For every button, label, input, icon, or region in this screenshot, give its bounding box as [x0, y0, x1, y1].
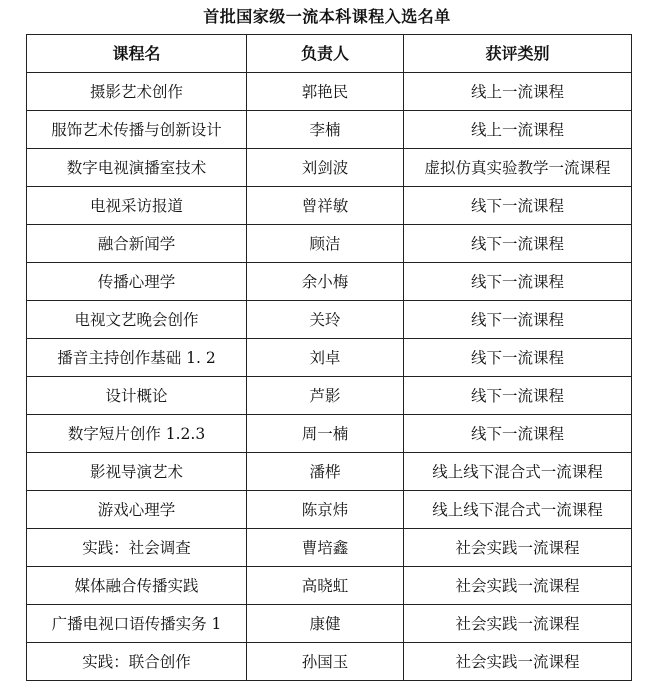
category-cell: 社会实践一流课程 — [404, 643, 632, 681]
category-cell: 线上线下混合式一流课程 — [404, 491, 632, 529]
table-row — [27, 187, 632, 225]
leader-cell: 郭艳民 — [247, 73, 404, 111]
category-cell: 虚拟仿真实验教学一流课程 — [404, 149, 632, 187]
table-row — [27, 415, 632, 453]
header-leader: 负责人 — [247, 35, 404, 73]
leader-cell: 余小梅 — [247, 263, 404, 301]
table-row — [27, 377, 632, 415]
course-name-cell: 传播心理学 — [27, 263, 247, 301]
category-cell: 线下一流课程 — [404, 225, 632, 263]
category-cell: 线下一流课程 — [404, 187, 632, 225]
table-row — [27, 567, 632, 605]
leader-cell: 刘剑波 — [247, 149, 404, 187]
leader-cell: 李楠 — [247, 111, 404, 149]
table-row — [27, 491, 632, 529]
table-row — [27, 149, 632, 187]
category-cell: 社会实践一流课程 — [404, 605, 632, 643]
course-name-cell: 播音主持创作基础 1. 2 — [27, 339, 247, 377]
table-row — [27, 263, 632, 301]
header-category: 获评类别 — [404, 35, 632, 73]
category-cell: 线上一流课程 — [404, 111, 632, 149]
course-name-cell: 摄影艺术创作 — [27, 73, 247, 111]
course-name-cell: 设计概论 — [27, 377, 247, 415]
leader-cell: 刘卓 — [247, 339, 404, 377]
leader-cell: 芦影 — [247, 377, 404, 415]
category-cell: 社会实践一流课程 — [404, 567, 632, 605]
table-row — [27, 301, 632, 339]
course-name-cell: 数字电视演播室技术 — [27, 149, 247, 187]
course-name-cell: 实践：社会调查 — [27, 529, 247, 567]
table-row — [27, 453, 632, 491]
leader-cell: 曾祥敏 — [247, 187, 404, 225]
table-row — [27, 339, 632, 377]
course-name-cell: 广播电视口语传播实务 1 — [27, 605, 247, 643]
table-row — [27, 643, 632, 681]
course-name-cell: 媒体融合传播实践 — [27, 567, 247, 605]
course-name-cell: 电视采访报道 — [27, 187, 247, 225]
header-course-name: 课程名 — [27, 35, 247, 73]
table-row — [27, 605, 632, 643]
leader-cell: 孙国玉 — [247, 643, 404, 681]
category-cell: 线下一流课程 — [404, 263, 632, 301]
category-cell: 线下一流课程 — [404, 377, 632, 415]
category-cell: 线下一流课程 — [404, 415, 632, 453]
course-name-cell: 游戏心理学 — [27, 491, 247, 529]
leader-cell: 康健 — [247, 605, 404, 643]
category-cell: 线下一流课程 — [404, 339, 632, 377]
course-name-cell: 服饰艺术传播与创新设计 — [27, 111, 247, 149]
category-cell: 线下一流课程 — [404, 301, 632, 339]
category-cell: 社会实践一流课程 — [404, 529, 632, 567]
table-row — [27, 225, 632, 263]
leader-cell: 周一楠 — [247, 415, 404, 453]
category-cell: 线上线下混合式一流课程 — [404, 453, 632, 491]
course-name-cell: 影视导演艺术 — [27, 453, 247, 491]
leader-cell: 陈京炜 — [247, 491, 404, 529]
course-name-cell: 电视文艺晚会创作 — [27, 301, 247, 339]
leader-cell: 曹培鑫 — [247, 529, 404, 567]
leader-cell: 关玲 — [247, 301, 404, 339]
table-row — [27, 111, 632, 149]
table-row — [27, 529, 632, 567]
course-table — [26, 34, 632, 681]
leader-cell: 潘桦 — [247, 453, 404, 491]
course-name-cell: 融合新闻学 — [27, 225, 247, 263]
page-title: 首批国家级一流本科课程入选名单 — [203, 7, 451, 26]
leader-cell: 顾洁 — [247, 225, 404, 263]
table-header-row — [27, 35, 632, 73]
leader-cell: 高晓虹 — [247, 567, 404, 605]
table-row — [27, 73, 632, 111]
category-cell: 线上一流课程 — [404, 73, 632, 111]
course-name-cell: 数字短片创作 1.2.3 — [27, 415, 247, 453]
course-name-cell: 实践：联合创作 — [27, 643, 247, 681]
